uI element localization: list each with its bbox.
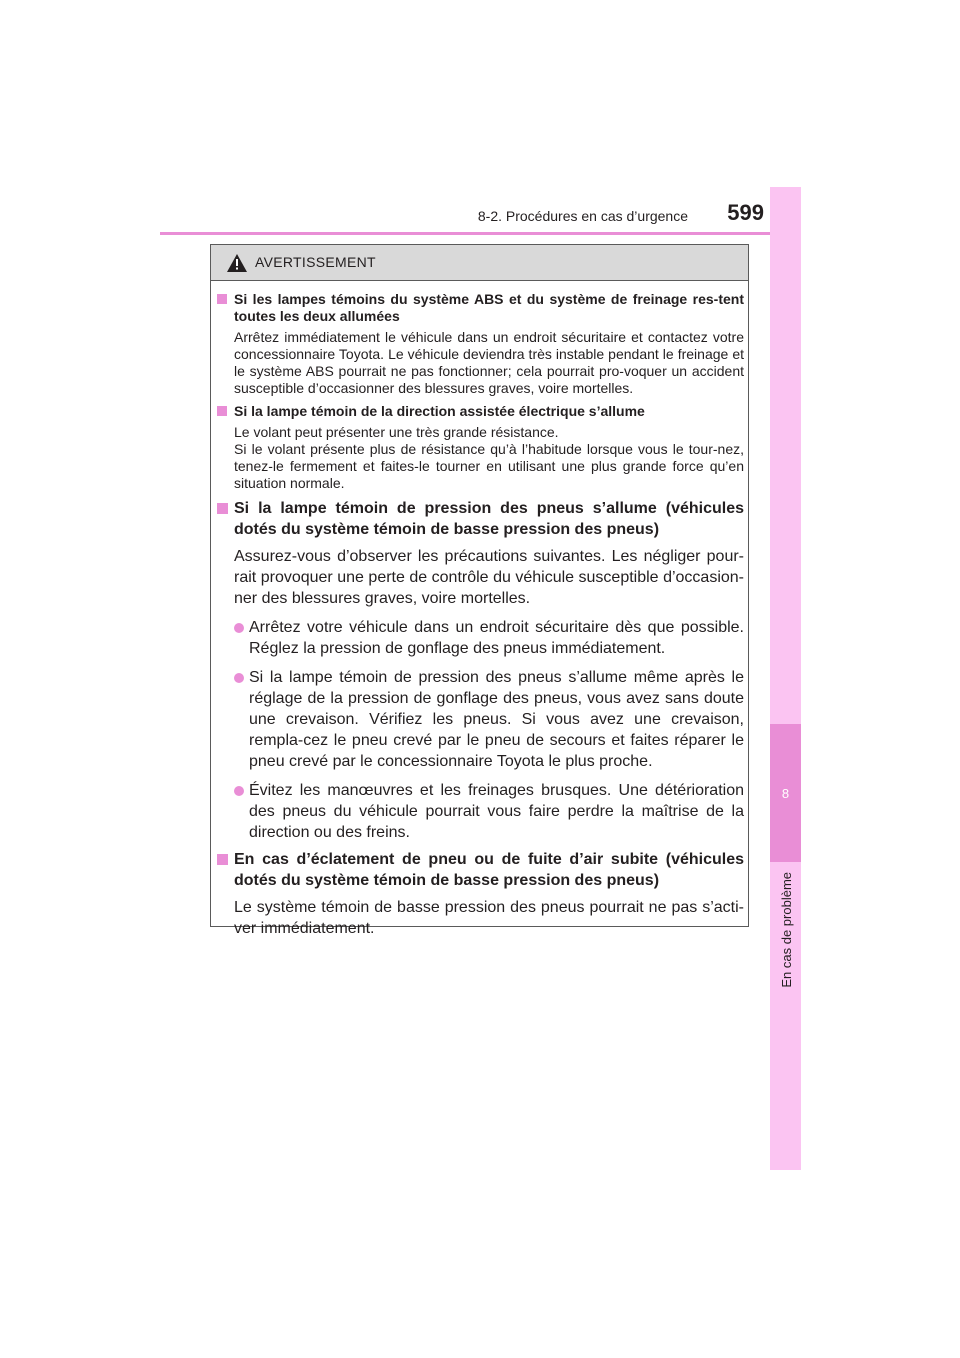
list-item: Si la lampe témoin de pression des pneus s’allume même après le réglage de la pression de gonflage des pneus, vous avez sans doute une crevaison. Vérifiez les pneus. Si vous avez une crevaison, rempla-cez le pneu crevé par le pneu de secours et faites réparer le pneu crevé par le concessionnaire Toyota le plus proche. bbox=[217, 667, 744, 772]
warning-triangle-icon bbox=[227, 254, 247, 272]
side-tab bbox=[770, 187, 801, 1170]
square-bullet-icon bbox=[217, 503, 228, 514]
square-bullet-icon bbox=[217, 854, 228, 865]
warning-title: AVERTISSEMENT bbox=[255, 254, 376, 270]
list-item: Arrêtez votre véhicule dans un endroit sécuritaire dès que possible. Réglez la pression de gonflage des pneus immédiatement. bbox=[217, 617, 744, 659]
section-heading: Si la lampe témoin de pression des pneus s’allume (véhicules dotés du système témoin de basse pression des pneus) bbox=[217, 498, 744, 540]
side-tab-label-text: En cas de problème bbox=[778, 872, 794, 988]
warning-section-blowout bbox=[217, 849, 744, 939]
section-title: 8-2. Procédures en cas d’urgence bbox=[477, 208, 688, 224]
warning-content bbox=[217, 291, 744, 945]
side-tab-label bbox=[771, 872, 801, 1012]
header-rule bbox=[160, 232, 800, 235]
section-text: Le système témoin de basse pression des pneus pourrait ne pas s’acti-ver immédiatement. bbox=[234, 899, 744, 937]
section-heading: En cas d’éclatement de pneu ou de fuite d’air subite (véhicules dotés du système témoin de basse pression des pneus) bbox=[217, 849, 744, 891]
side-tab-number: 8 bbox=[770, 724, 801, 862]
section-text: Le volant peut présenter une très grande résistance. Si le volant présente plus de résistance qu’à l’habitude lorsque vous le tour-nez, tenez-le fermement et faites-le tourner en utilisant une plus grande force qu’en situation normale. bbox=[234, 424, 744, 491]
warning-section-tire-pressure bbox=[217, 498, 744, 843]
warning-box bbox=[210, 244, 749, 937]
square-bullet-icon bbox=[217, 406, 227, 416]
section-text: Assurez-vous d’observer les précautions suivantes. Les négliger pour-rait provoquer une perte de contrôle du véhicule susceptible d’occasion-ner des blessures graves, voire mortelles. bbox=[234, 548, 744, 607]
page-number: 599 bbox=[727, 200, 764, 225]
warning-section-steering bbox=[217, 403, 744, 492]
warning-header bbox=[211, 245, 748, 281]
circle-bullet-icon bbox=[234, 623, 244, 633]
square-bullet-icon bbox=[217, 294, 227, 304]
warning-section-abs bbox=[217, 291, 744, 397]
circle-bullet-icon bbox=[234, 786, 244, 796]
section-heading: Si les lampes témoins du système ABS et du système de freinage res-tent toutes les deux allumées bbox=[217, 291, 744, 325]
section-text: Arrêtez immédiatement le véhicule dans un endroit sécuritaire et contactez votre concessionnaire Toyota. Le véhicule deviendra très instable pendant le freinage et le système ABS pourrait ne pas fonctionner; cela pourrait pro-voquer un accident susceptible d’occasionner des blessures graves, voire mortelles. bbox=[234, 329, 744, 396]
section-heading: Si la lampe témoin de la direction assistée électrique s’allume bbox=[217, 403, 744, 420]
circle-bullet-icon bbox=[234, 673, 244, 683]
list-item: Évitez les manœuvres et les freinages brusques. Une détérioration des pneus du véhicule pourrait vous faire perdre la maîtrise de la direction ou des freins. bbox=[217, 780, 744, 843]
